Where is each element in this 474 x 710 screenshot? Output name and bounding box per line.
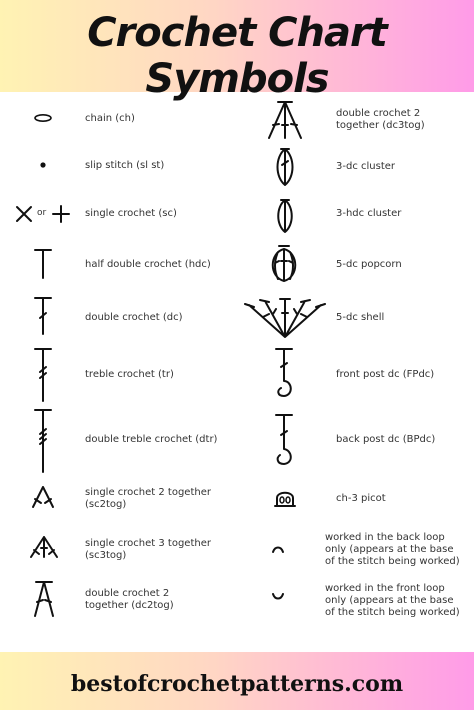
symbol-label: single crochet 2 together (sc2tog) xyxy=(85,487,211,510)
or-text: or xyxy=(37,208,47,218)
sc2tog-icon xyxy=(30,485,56,509)
oval-chain-icon xyxy=(33,112,53,124)
symbol-label: single crochet (sc) xyxy=(85,208,177,219)
symbol-label: treble crochet (tr) xyxy=(85,369,174,380)
symbol-label: chain (ch) xyxy=(85,113,135,124)
3dc-cluster-icon xyxy=(272,147,298,187)
dc2tog-icon xyxy=(32,580,56,618)
bpdc-icon xyxy=(274,413,296,467)
site-url: bestofcrochetpatterns.com xyxy=(70,671,404,697)
symbol-label: double treble crochet (dtr) xyxy=(85,434,218,445)
fpdc-icon xyxy=(274,347,296,399)
symbol-label: worked in the front loop only (appears at the base of the stitch being worked) xyxy=(325,583,460,618)
symbol-label: 5-dc popcorn xyxy=(336,259,402,270)
picot-icon xyxy=(274,489,296,509)
symbol-label: single crochet 3 together (sc3tog) xyxy=(85,538,211,561)
symbol-label: ch-3 picot xyxy=(336,493,386,504)
symbol-label: double crochet (dc) xyxy=(85,312,183,323)
t-icon xyxy=(33,248,53,280)
plus-icon xyxy=(52,205,70,223)
sc3tog-icon xyxy=(28,535,60,559)
dc3tog-icon xyxy=(265,100,305,140)
t-two-bars-icon xyxy=(33,347,53,403)
symbol-label: front post dc (FPdc) xyxy=(336,369,435,380)
x-icon xyxy=(15,205,33,223)
symbol-label: 3-hdc cluster xyxy=(336,208,402,219)
symbol-label: double crochet 2 together (dc2tog) xyxy=(85,588,174,611)
symbol-label: double crochet 2 together (dc3tog) xyxy=(336,108,425,131)
t-one-bar-icon xyxy=(33,296,53,336)
3hdc-cluster-icon xyxy=(273,198,297,234)
dot-icon xyxy=(38,160,48,170)
shell-icon xyxy=(245,297,325,339)
t-three-bars-icon xyxy=(33,408,53,474)
symbol-label: back post dc (BPdc) xyxy=(336,434,436,445)
popcorn-icon xyxy=(267,243,301,283)
symbol-label: half double crochet (hdc) xyxy=(85,259,211,270)
symbol-label: 3-dc cluster xyxy=(336,161,396,172)
back-loop-icon xyxy=(271,544,285,554)
page-title: Crochet Chart Symbols xyxy=(87,10,387,102)
symbol-label: 5-dc shell xyxy=(336,312,385,323)
front-loop-icon xyxy=(271,592,285,602)
symbol-label: worked in the back loop only (appears at the base of the stitch being worked) xyxy=(325,532,460,567)
symbol-label: slip stitch (sl st) xyxy=(85,160,165,171)
